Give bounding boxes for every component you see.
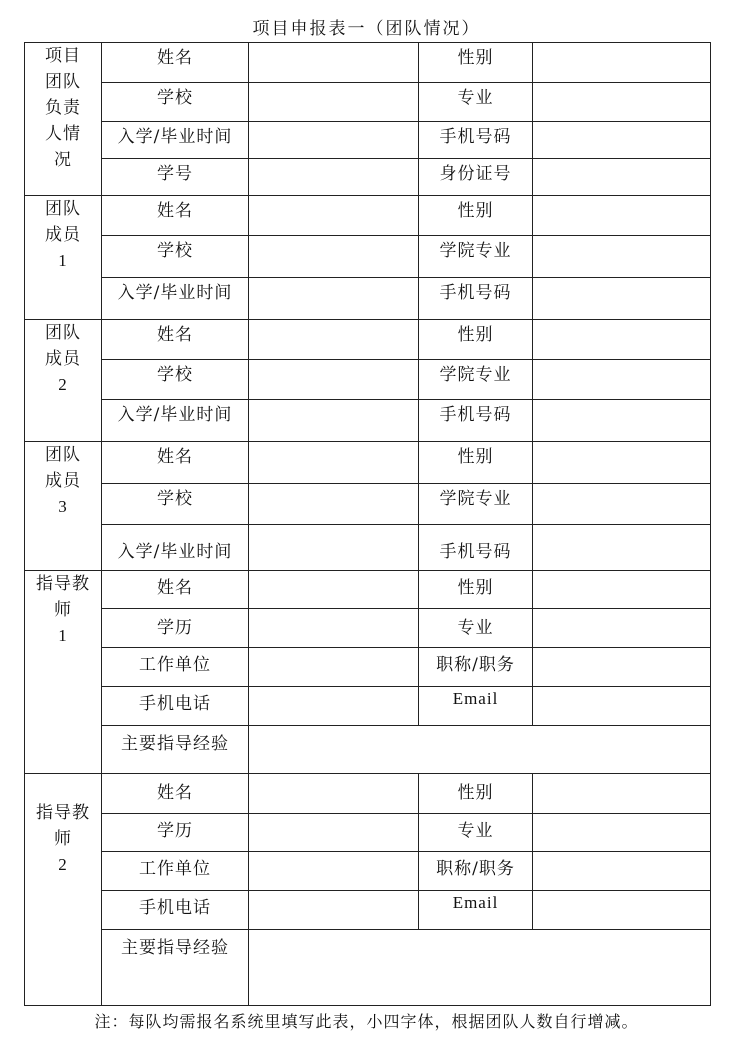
education-field[interactable] — [249, 814, 419, 852]
gender-field[interactable] — [533, 320, 711, 360]
phone-field[interactable] — [249, 687, 419, 726]
field-label: 手机电话 — [102, 687, 249, 726]
phone-field[interactable] — [533, 525, 711, 571]
name-field[interactable] — [249, 43, 419, 83]
footnote: 注：每队均需报名系统里填写此表，小四字体，根据团队人数自行增减。 — [94, 1012, 639, 1031]
section-heading-text: 指导教师 — [36, 574, 90, 620]
field-label: 入学/毕业时间 — [102, 278, 249, 320]
school-field[interactable] — [249, 236, 419, 278]
phone-field[interactable] — [533, 400, 711, 442]
gender-field[interactable] — [533, 442, 711, 484]
field-label: 学院专业 — [419, 360, 533, 400]
phone-field[interactable] — [533, 278, 711, 320]
field-label: 学院专业 — [419, 236, 533, 278]
section-heading-member3 — [25, 442, 102, 571]
member2-row — [25, 360, 711, 400]
field-label: 姓名 — [102, 320, 249, 360]
field-label: 入学/毕业时间 — [102, 122, 249, 159]
field-label: 学校 — [102, 360, 249, 400]
member1-row — [25, 278, 711, 320]
name-field[interactable] — [249, 571, 419, 609]
experience-field[interactable] — [249, 930, 711, 1006]
member2-row — [25, 320, 711, 360]
section-heading-leader — [25, 43, 102, 196]
gender-field[interactable] — [533, 43, 711, 83]
leader-row — [25, 122, 711, 159]
field-label: 姓名 — [102, 571, 249, 609]
field-label: 手机号码 — [419, 525, 533, 571]
email-field[interactable] — [533, 687, 711, 726]
leader-row — [25, 159, 711, 196]
field-label: 工作单位 — [102, 648, 249, 687]
experience-field[interactable] — [249, 726, 711, 774]
school-field[interactable] — [249, 484, 419, 525]
field-label: 手机电话 — [102, 891, 249, 930]
field-label: 学校 — [102, 83, 249, 122]
member1-row — [25, 236, 711, 278]
field-label: 职称/职务 — [419, 852, 533, 891]
name-field[interactable] — [249, 442, 419, 484]
field-label: 入学/毕业时间 — [102, 525, 249, 571]
field-label: 学校 — [102, 484, 249, 525]
section-heading-member2 — [25, 320, 102, 442]
section-number: 3 — [58, 497, 68, 516]
gender-field[interactable] — [533, 571, 711, 609]
advisor1-row — [25, 609, 711, 648]
name-field[interactable] — [249, 196, 419, 236]
gender-field[interactable] — [533, 196, 711, 236]
phone-field[interactable] — [533, 122, 711, 159]
school-field[interactable] — [249, 83, 419, 122]
education-field[interactable] — [249, 609, 419, 648]
section-heading-member1 — [25, 196, 102, 320]
section-heading-advisor1 — [25, 571, 102, 774]
major-field[interactable] — [533, 609, 711, 648]
enrollment-field[interactable] — [249, 525, 419, 571]
section-number: 1 — [58, 251, 68, 270]
college-major-field[interactable] — [533, 360, 711, 400]
name-field[interactable] — [249, 774, 419, 814]
field-label: 姓名 — [102, 43, 249, 83]
gender-field[interactable] — [533, 774, 711, 814]
advisor2-row — [25, 774, 711, 814]
field-label: 学历 — [102, 814, 249, 852]
field-label: 手机号码 — [419, 122, 533, 159]
student-id-field[interactable] — [249, 159, 419, 196]
major-field[interactable] — [533, 814, 711, 852]
member2-row — [25, 400, 711, 442]
member3-row — [25, 442, 711, 484]
major-field[interactable] — [533, 83, 711, 122]
field-label: 性别 — [419, 571, 533, 609]
field-label: 学校 — [102, 236, 249, 278]
phone-field[interactable] — [249, 891, 419, 930]
field-label: 主要指导经验 — [102, 726, 249, 774]
advisor1-row — [25, 726, 711, 774]
field-label: 性别 — [419, 442, 533, 484]
team-info-table — [24, 42, 711, 1006]
member3-row — [25, 484, 711, 525]
field-label: 学历 — [102, 609, 249, 648]
field-label: 手机号码 — [419, 400, 533, 442]
advisor1-row — [25, 648, 711, 687]
field-label: 性别 — [419, 774, 533, 814]
title-position-field[interactable] — [533, 852, 711, 891]
field-label: 工作单位 — [102, 852, 249, 891]
id-card-field[interactable] — [533, 159, 711, 196]
enrollment-field[interactable] — [249, 400, 419, 442]
field-label: 性别 — [419, 320, 533, 360]
member1-row — [25, 196, 711, 236]
enrollment-field[interactable] — [249, 278, 419, 320]
field-label: 手机号码 — [419, 278, 533, 320]
section-number: 2 — [58, 855, 68, 874]
field-label: 姓名 — [102, 774, 249, 814]
field-label: 性别 — [419, 43, 533, 83]
field-label: 职称/职务 — [419, 648, 533, 687]
title-position-field[interactable] — [533, 648, 711, 687]
advisor2-row — [25, 852, 711, 891]
section-heading-text: 团队成员 — [45, 445, 81, 491]
section-heading-text: 团队成员 — [45, 323, 81, 369]
section-heading-advisor2 — [25, 774, 102, 1006]
field-label: 姓名 — [102, 442, 249, 484]
field-label: 性别 — [419, 196, 533, 236]
name-field[interactable] — [249, 320, 419, 360]
field-label: 身份证号 — [419, 159, 533, 196]
advisor1-row — [25, 687, 711, 726]
field-label: 专业 — [419, 609, 533, 648]
field-label: 专业 — [419, 814, 533, 852]
field-label: 入学/毕业时间 — [102, 400, 249, 442]
employer-field[interactable] — [249, 852, 419, 891]
college-major-field[interactable] — [533, 484, 711, 525]
field-label: 学院专业 — [419, 484, 533, 525]
field-label: 姓名 — [102, 196, 249, 236]
field-label: 主要指导经验 — [102, 930, 249, 1006]
section-heading-text: 项目团队负责人情况 — [45, 46, 81, 170]
field-label: Email — [419, 687, 533, 726]
email-field[interactable] — [533, 891, 711, 930]
enrollment-field[interactable] — [249, 122, 419, 159]
field-label: 学号 — [102, 159, 249, 196]
college-major-field[interactable] — [533, 236, 711, 278]
form-title: 项目申报表一（团队情况） — [252, 19, 481, 39]
member3-row — [25, 525, 711, 571]
leader-row — [25, 83, 711, 122]
leader-row — [25, 43, 711, 83]
section-heading-text: 指导教师 — [36, 803, 90, 849]
field-label: 专业 — [419, 83, 533, 122]
field-label: Email — [419, 891, 533, 930]
advisor2-row — [25, 814, 711, 852]
advisor2-row — [25, 891, 711, 930]
employer-field[interactable] — [249, 648, 419, 687]
advisor1-row — [25, 571, 711, 609]
section-number: 1 — [58, 626, 68, 645]
section-number: 2 — [58, 375, 68, 394]
advisor2-row — [25, 930, 711, 1006]
section-heading-text: 团队成员 — [45, 199, 81, 245]
school-field[interactable] — [249, 360, 419, 400]
